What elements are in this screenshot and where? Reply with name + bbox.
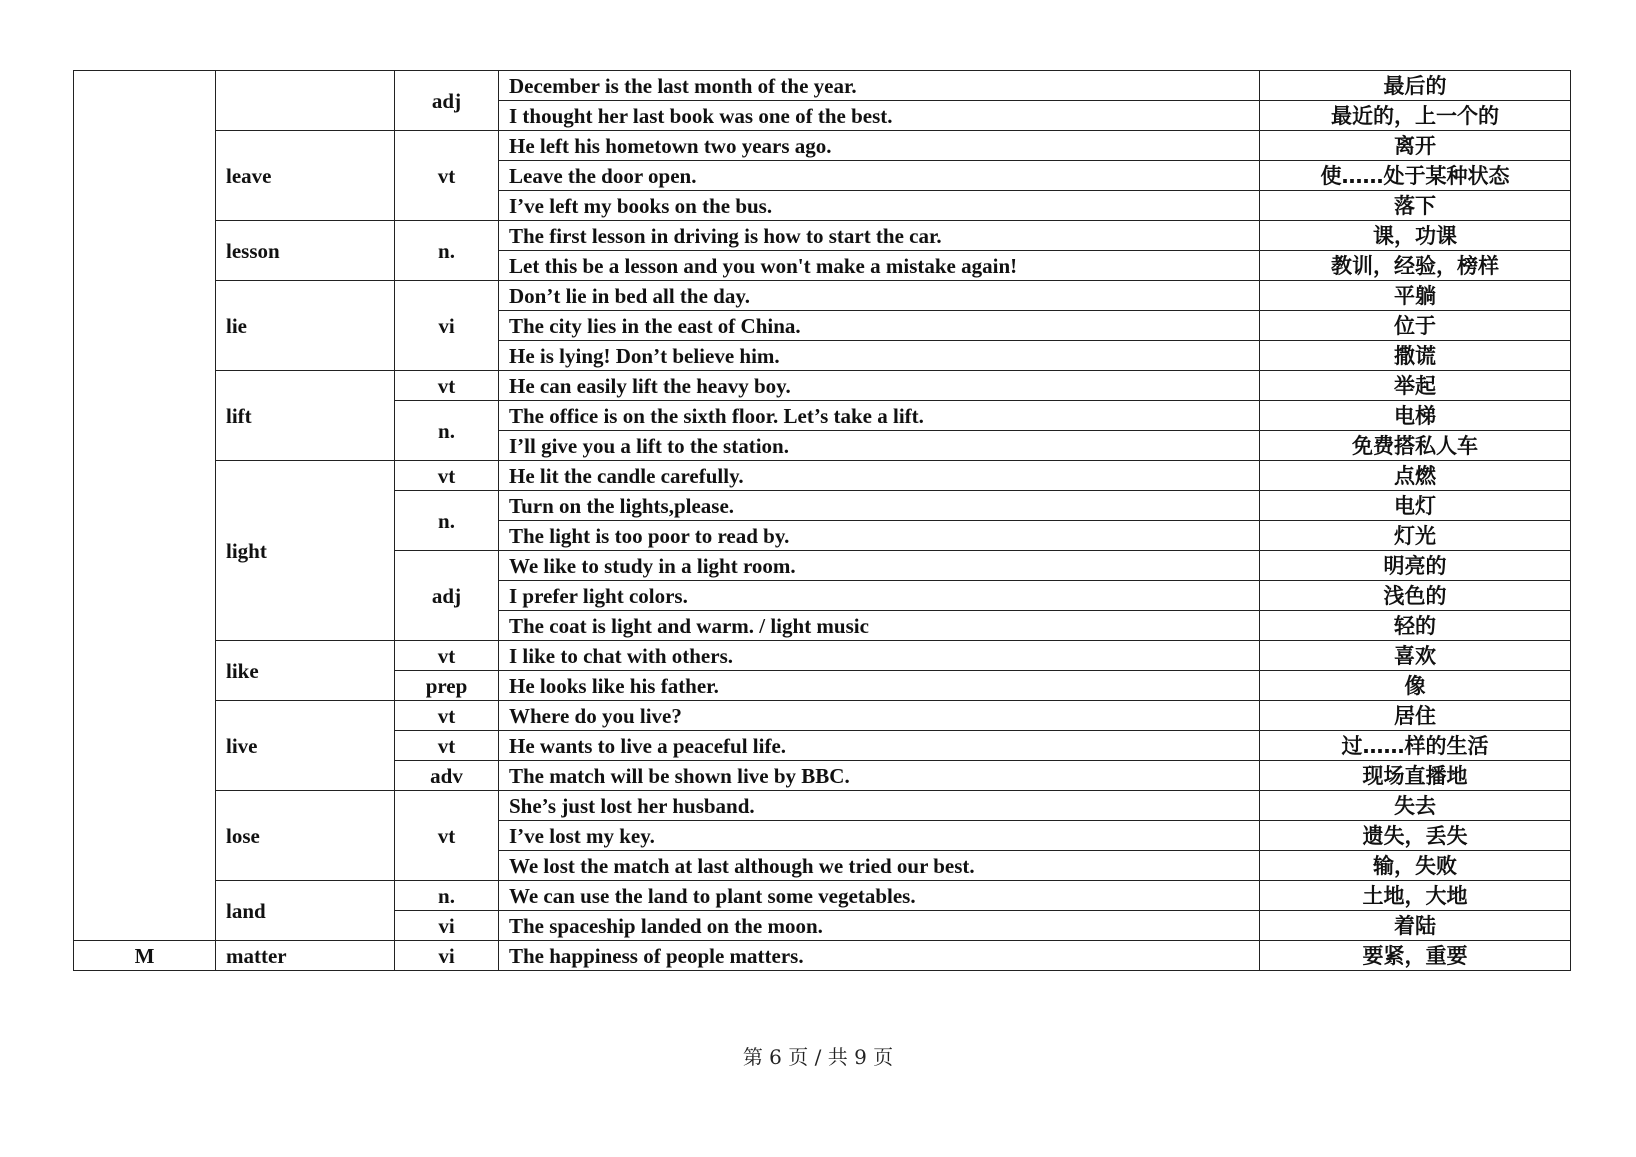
example-sentence-cell: The office is on the sixth floor. Let’s take a lift. xyxy=(499,401,1260,431)
meaning-cell: 电梯 xyxy=(1260,401,1571,431)
meaning-cell: 浅色的 xyxy=(1260,581,1571,611)
pos-cell: n. xyxy=(395,401,499,461)
example-sentence-cell: The happiness of people matters. xyxy=(499,941,1260,971)
table-row xyxy=(74,71,1571,101)
meaning-cell: 遗失，丢失 xyxy=(1260,821,1571,851)
example-sentence-cell: The light is too poor to read by. xyxy=(499,521,1260,551)
vocabulary-table-body xyxy=(74,71,1571,971)
meaning-cell: 离开 xyxy=(1260,131,1571,161)
example-sentence-cell: I like to chat with others. xyxy=(499,641,1260,671)
word-cell: lesson xyxy=(216,221,395,281)
word-cell: live xyxy=(216,701,395,791)
example-sentence-cell: I’ve left my books on the bus. xyxy=(499,191,1260,221)
word-cell: lift xyxy=(216,371,395,461)
pos-cell: vi xyxy=(395,941,499,971)
word-cell: like xyxy=(216,641,395,701)
table-row xyxy=(74,881,1571,911)
example-sentence-cell: I prefer light colors. xyxy=(499,581,1260,611)
example-sentence-cell: Let this be a lesson and you won't make a mistake again! xyxy=(499,251,1260,281)
example-sentence-cell: Where do you live? xyxy=(499,701,1260,731)
word-cell: lie xyxy=(216,281,395,371)
pos-cell: vt xyxy=(395,461,499,491)
pos-cell: n. xyxy=(395,881,499,911)
pos-cell: n. xyxy=(395,221,499,281)
meaning-cell: 居住 xyxy=(1260,701,1571,731)
pos-cell: vt xyxy=(395,791,499,881)
pos-cell: vt xyxy=(395,701,499,731)
word-cell xyxy=(216,71,395,131)
table-row xyxy=(74,641,1571,671)
table-row xyxy=(74,281,1571,311)
meaning-cell: 落下 xyxy=(1260,191,1571,221)
pos-cell: vt xyxy=(395,641,499,671)
pos-cell: vi xyxy=(395,911,499,941)
table-row xyxy=(74,941,1571,971)
pos-cell: adj xyxy=(395,71,499,131)
word-cell: lose xyxy=(216,791,395,881)
example-sentence-cell: She’s just lost her husband. xyxy=(499,791,1260,821)
letter-cell: M xyxy=(74,941,216,971)
example-sentence-cell: Don’t lie in bed all the day. xyxy=(499,281,1260,311)
pos-cell: adj xyxy=(395,551,499,641)
meaning-cell: 失去 xyxy=(1260,791,1571,821)
meaning-cell: 现场直播地 xyxy=(1260,761,1571,791)
example-sentence-cell: We like to study in a light room. xyxy=(499,551,1260,581)
example-sentence-cell: He left his hometown two years ago. xyxy=(499,131,1260,161)
meaning-cell: 使……处于某种状态 xyxy=(1260,161,1571,191)
meaning-cell: 轻的 xyxy=(1260,611,1571,641)
example-sentence-cell: I’ll give you a lift to the station. xyxy=(499,431,1260,461)
meaning-cell: 点燃 xyxy=(1260,461,1571,491)
meaning-cell: 免费搭私人车 xyxy=(1260,431,1571,461)
page-number-footer: 第 6 页 / 共 9 页 xyxy=(742,1045,894,1069)
example-sentence-cell: The spaceship landed on the moon. xyxy=(499,911,1260,941)
example-sentence-cell: I thought her last book was one of the best. xyxy=(499,101,1260,131)
word-cell: leave xyxy=(216,131,395,221)
meaning-cell: 最近的，上一个的 xyxy=(1260,101,1571,131)
example-sentence-cell: Leave the door open. xyxy=(499,161,1260,191)
meaning-cell: 教训，经验，榜样 xyxy=(1260,251,1571,281)
letter-cell xyxy=(74,71,216,941)
meaning-cell: 像 xyxy=(1260,671,1571,701)
example-sentence-cell: I’ve lost my key. xyxy=(499,821,1260,851)
pos-cell: n. xyxy=(395,491,499,551)
table-row xyxy=(74,131,1571,161)
meaning-cell: 举起 xyxy=(1260,371,1571,401)
example-sentence-cell: The match will be shown live by BBC. xyxy=(499,761,1260,791)
table-row xyxy=(74,701,1571,731)
example-sentence-cell: He wants to live a peaceful life. xyxy=(499,731,1260,761)
pos-cell: vt xyxy=(395,371,499,401)
meaning-cell: 明亮的 xyxy=(1260,551,1571,581)
example-sentence-cell: December is the last month of the year. xyxy=(499,71,1260,101)
word-cell: light xyxy=(216,461,395,641)
word-cell: matter xyxy=(216,941,395,971)
meaning-cell: 着陆 xyxy=(1260,911,1571,941)
vocabulary-table xyxy=(73,70,1571,971)
meaning-cell: 土地，大地 xyxy=(1260,881,1571,911)
example-sentence-cell: The city lies in the east of China. xyxy=(499,311,1260,341)
table-row xyxy=(74,791,1571,821)
pos-cell: prep xyxy=(395,671,499,701)
meaning-cell: 要紧，重要 xyxy=(1260,941,1571,971)
table-row xyxy=(74,371,1571,401)
example-sentence-cell: He can easily lift the heavy boy. xyxy=(499,371,1260,401)
meaning-cell: 最后的 xyxy=(1260,71,1571,101)
table-row xyxy=(74,461,1571,491)
example-sentence-cell: He lit the candle carefully. xyxy=(499,461,1260,491)
meaning-cell: 撒谎 xyxy=(1260,341,1571,371)
example-sentence-cell: We lost the match at last although we tried our best. xyxy=(499,851,1260,881)
example-sentence-cell: We can use the land to plant some vegetables. xyxy=(499,881,1260,911)
pos-cell: adv xyxy=(395,761,499,791)
pos-cell: vt xyxy=(395,731,499,761)
meaning-cell: 电灯 xyxy=(1260,491,1571,521)
meaning-cell: 灯光 xyxy=(1260,521,1571,551)
example-sentence-cell: The first lesson in driving is how to start the car. xyxy=(499,221,1260,251)
word-cell: land xyxy=(216,881,395,941)
meaning-cell: 过……样的生活 xyxy=(1260,731,1571,761)
table-row xyxy=(74,221,1571,251)
example-sentence-cell: He is lying! Don’t believe him. xyxy=(499,341,1260,371)
example-sentence-cell: He looks like his father. xyxy=(499,671,1260,701)
meaning-cell: 喜欢 xyxy=(1260,641,1571,671)
pos-cell: vt xyxy=(395,131,499,221)
meaning-cell: 位于 xyxy=(1260,311,1571,341)
meaning-cell: 课，功课 xyxy=(1260,221,1571,251)
example-sentence-cell: The coat is light and warm. / light music xyxy=(499,611,1260,641)
example-sentence-cell: Turn on the lights,please. xyxy=(499,491,1260,521)
meaning-cell: 平躺 xyxy=(1260,281,1571,311)
pos-cell: vi xyxy=(395,281,499,371)
meaning-cell: 输，失败 xyxy=(1260,851,1571,881)
